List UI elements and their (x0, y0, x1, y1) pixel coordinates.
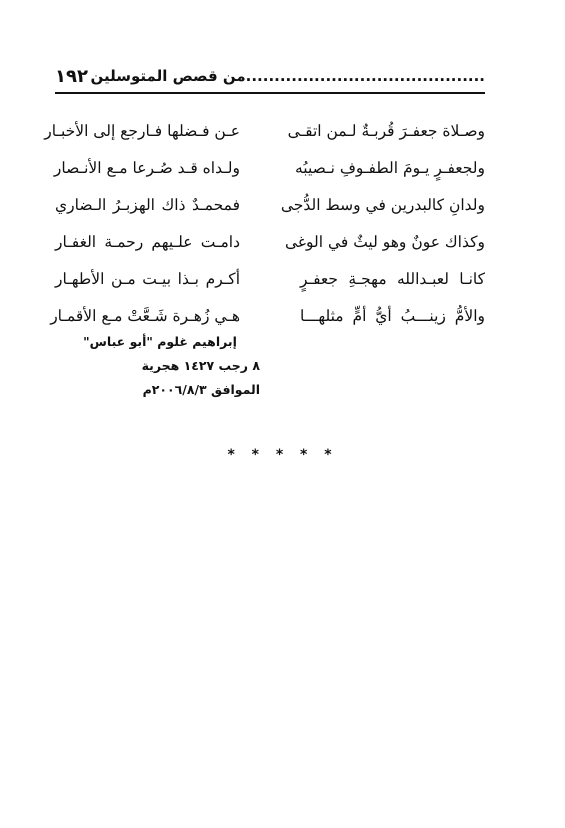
verse (55, 149, 485, 186)
verse-first-hemistich: ولجعفـرٍ يـومَ الطفـوفِ نـصيبُه (294, 158, 485, 177)
header-rule (55, 92, 485, 94)
hijri-date: ٨ رجب ١٤٢٧ هجرية (141, 358, 260, 373)
verse (55, 260, 485, 297)
verse-first-hemistich: والأمُّ زينـــبُ أيُّ أمٍّ مثلهـــا (300, 306, 485, 325)
page-header (55, 62, 485, 90)
verse-second-hemistich: فمحمـدٌ ذاك الهزبـرُ الـضاري (55, 195, 240, 214)
verse (55, 223, 485, 260)
verse-first-hemistich: وصـلاة جعفـرَ قُربـةٌ لـمن اتقـى (287, 121, 485, 140)
poem (44, 112, 485, 334)
verse-second-hemistich: أكـرم بـذا بيـت مـن الأطهـار (55, 269, 240, 288)
author-name: إبراهيم غلوم "أبو عباس" (83, 334, 237, 349)
verse-second-hemistich: دامـت علـيهم رحمـة الغفـار (55, 232, 240, 251)
verse-second-hemistich: عـن فـضلها فـارجع إلى الأخبـار (44, 121, 240, 140)
signature-block (60, 330, 260, 402)
verse-first-hemistich: كانـا لعبـدالله مهجـةِ جعفـرٍ (300, 269, 485, 288)
verse-first-hemistich: ولدانِ كالبدرين في وسط الدُّجى (280, 195, 485, 214)
verse-first-hemistich: وكذاك عونٌ وهو ليثٌ في الوغى (284, 232, 485, 251)
page-number: ١٩٢ (55, 65, 88, 87)
section-separator: * * * * * (227, 447, 338, 463)
verse (55, 186, 485, 223)
verse-second-hemistich: ولـداه قـد صُـرعا مـع الأنـصار (53, 158, 240, 177)
running-title: ..........................................من قصص المتوسلين (90, 67, 485, 85)
gregorian-date: الموافق ٢٠٠٦/٨/٣م (142, 382, 260, 397)
verse (50, 297, 485, 334)
verse-second-hemistich: هـي زُهـرة شَـعَّتْ مـع الأقمـار (50, 306, 240, 325)
verse (44, 112, 485, 149)
